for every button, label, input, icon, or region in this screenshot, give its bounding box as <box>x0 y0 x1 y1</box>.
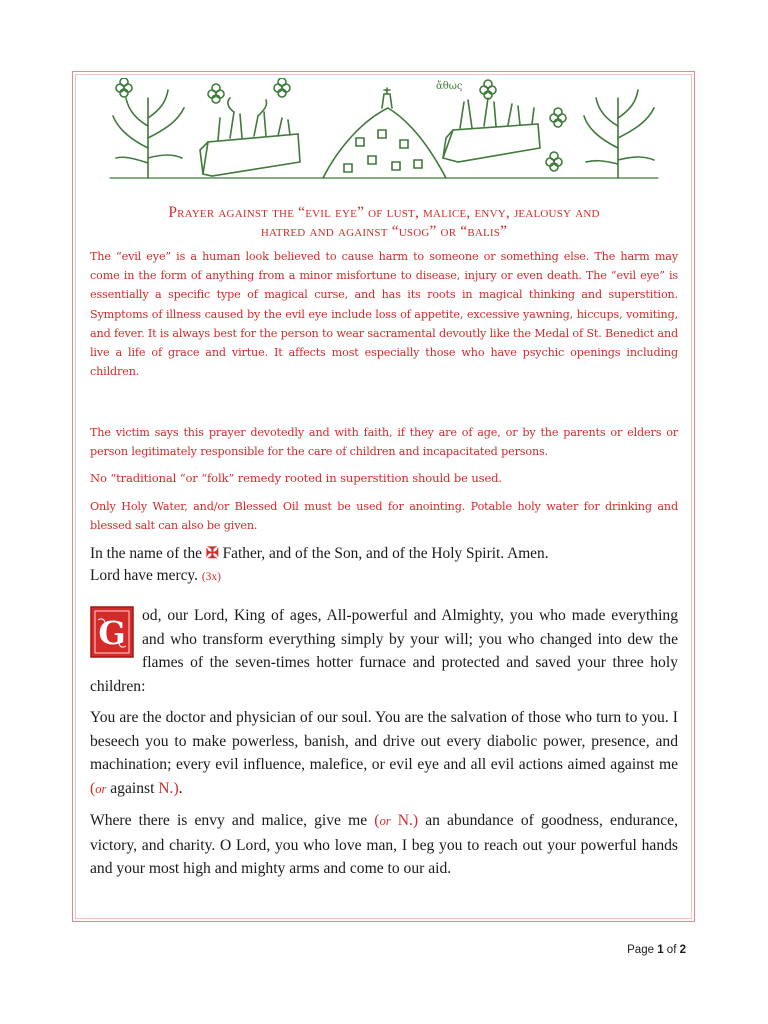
page-number: Page 1 of 2 <box>627 944 686 956</box>
cross-icon: ✠ <box>205 545 219 562</box>
sign-of-cross: In the name of the ✠ Father, and of the Son, and of the Holy Spirit. Amen. Lord have mercy. (3x) <box>90 545 549 584</box>
title-line-1: Prayer against the “evil eye” of lust, malice, envy, jealousy and <box>168 204 600 221</box>
prayer-paragraph-3: Where there is envy and malice, give me (or N.) an abundance of goodness, endurance, victory, and charity. O Lord, you who love man, I beg you to reach out your powerful hands and your most high and mighty arms and come to our aid. <box>90 812 678 877</box>
title-line-2: hatred and against “usog” or “balis” <box>260 223 508 240</box>
decorative-frieze <box>108 78 660 182</box>
repeat-count: (3x) <box>201 571 221 583</box>
holy-water-note: Only Holy Water, and/or Blessed Oil must be used for anointing. Potable holy water for drinking and blessed salt can also be given. <box>90 500 678 533</box>
svg-text:ἄθως: ἄθως <box>436 81 463 92</box>
no-superstition-note: No “traditional “or “folk” remedy rooted in superstition should be used. <box>90 471 502 485</box>
dropcap-letter <box>90 606 134 658</box>
victim-instruction: The victim says this prayer devotedly and with faith, if they are of age, or by the parents or elders or person legitimately responsible for the care of children and incapacitated persons. <box>90 426 678 459</box>
svg-text:G: G <box>98 614 126 652</box>
prayer-paragraph-2: You are the doctor and physician of our soul. You are the salvation of those who turn to you. I beseech you to make powerless, banish, and drive out every diabolic power, presence, and machination; every evil influence, malefice, or evil eye and all evil actions aimed against me (or against N.). <box>90 709 678 797</box>
prayer-title <box>86 203 682 241</box>
intro-paragraph: The “evil eye” is a human look believed to cause harm to someone or something else. The harm may come in the form of anything from a minor misfortune to disease, injury or even death. The “evil eye” is essentially a specific type of magical curse, and has its roots in magical thinking and superstition. Symptoms of illness caused by the evil eye include loss of appetite, excessive yawning, hiccups, vomiting, and fever. It is always best for the person to wear sacramental devoutly like the Medal of St. Benedict and live a life of grace and virtue. It affects most especially those who have psychic openings including children. <box>90 250 679 379</box>
prayer-paragraph-1: G od, our Lord, King of ages, All-powerful and Almighty, you who made everything and who transform everything simply by your will; you who changed into dew the flames of the seven-times hotter furnace and protected and saved your three holy children: <box>90 607 678 695</box>
